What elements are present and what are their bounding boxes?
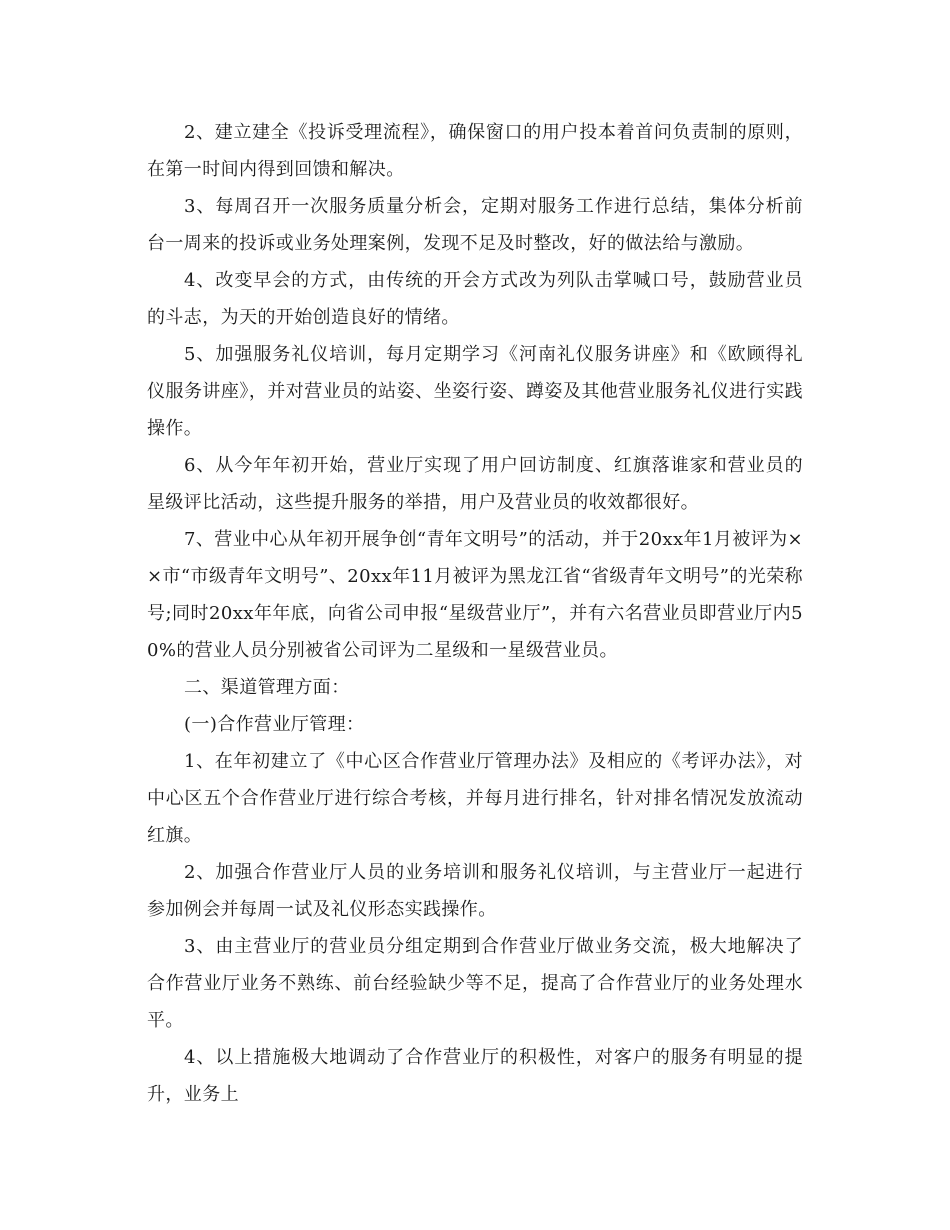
paragraph-partner-training: 2、加强合作营业厅人员的业务培训和服务礼仪培训，与主营业厅一起进行参加例会并每周一试及礼仪形态实践操作。 bbox=[147, 862, 803, 920]
paragraph-youth-civilization: 7、营业中心从年初开展争创“青年文明号”的活动，并于20xx年1月被评为××市“市级青年文明号”、20xx年11月被评为黑龙江省“省级青年文明号”的光荣称号;同时20xx年年底，向省公司申报“星级营业厅”，并有六名营业员即营业厅内50%的营业人员分别被省公司评为二星级和一星级营业员。 bbox=[147, 529, 803, 661]
paragraph-morning-meeting: 4、改变早会的方式，由传统的开会方式改为列队击掌喊口号，鼓励营业员的斗志，为天的开始创造良好的情绪。 bbox=[147, 270, 803, 328]
paragraph-customer-revisit: 6、从今年年初开始，营业厅实现了用户回访制度、红旗落谁家和营业员的星级评比活动，这些提升服务的举措，用户及营业员的收效都很好。 bbox=[147, 455, 803, 513]
paragraph-business-exchange: 3、由主营业厅的营业员分组定期到合作营业厅做业务交流，极大地解决了合作营业厅业务不熟练、前台经验缺少等不足，提高了合作营业厅的业务处理水平。 bbox=[147, 936, 803, 1031]
paragraph-weekly-quality-meeting: 3、每周召开一次服务质量分析会，定期对服务工作进行总结，集体分析前台一周来的投诉或业务处理案例，发现不足及时整改，好的做法给与激励。 bbox=[147, 196, 803, 254]
subsection-heading-partner-hall: (一)合作营业厅管理： bbox=[184, 714, 365, 735]
paragraph-partner-hall-rules: 1、在年初建立了《中心区合作营业厅管理办法》及相应的《考评办法》，对中心区五个合作营业厅进行综合考核，并每月进行排名，针对排名情况发放流动红旗。 bbox=[147, 751, 803, 846]
section-heading-channel-management: 二、渠道管理方面： bbox=[184, 677, 350, 698]
paragraph-measures-result: 4、以上措施极大地调动了合作营业厅的积极性，对客户的服务有明显的提升，业务上 bbox=[147, 1047, 803, 1105]
paragraph-complaint-process: 2、建立建全《投诉受理流程》，确保窗口的用户投本着首问负责制的原则，在第一时间内得到回馈和解决。 bbox=[147, 122, 803, 180]
document-body bbox=[147, 114, 803, 1113]
paragraph-etiquette-training: 5、加强服务礼仪培训，每月定期学习《河南礼仪服务讲座》和《欧顾得礼仪服务讲座》，并对营业员的站姿、坐姿行姿、蹲姿及其他营业服务礼仪进行实践操作。 bbox=[147, 344, 803, 439]
